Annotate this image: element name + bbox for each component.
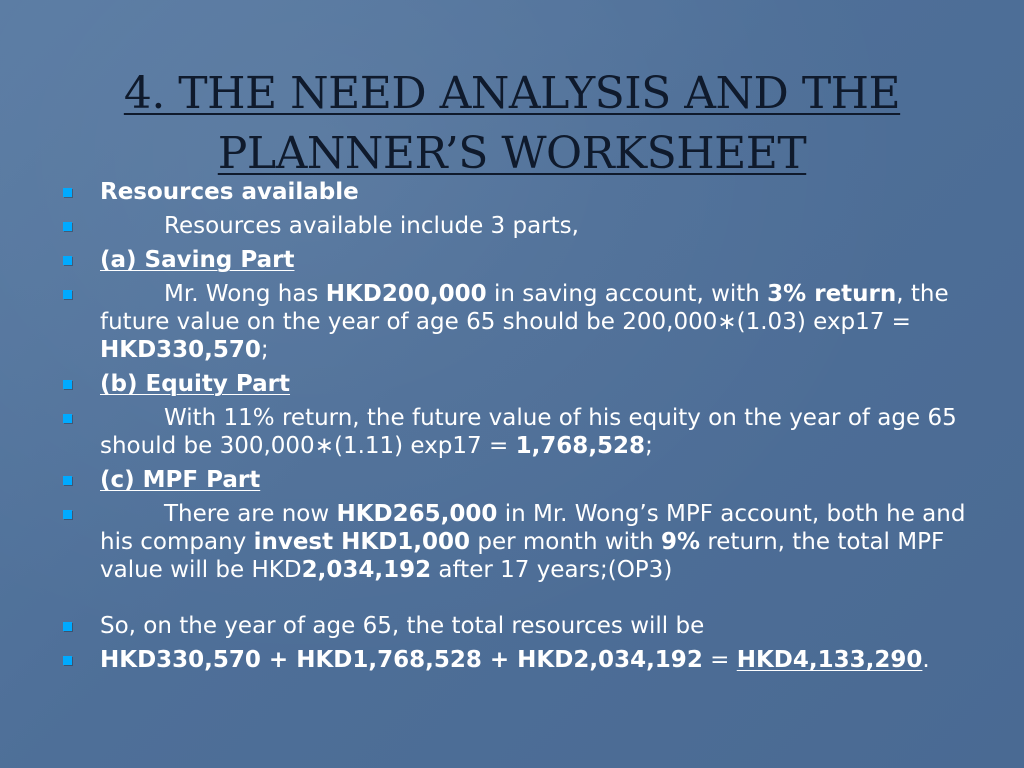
square-bullet-icon bbox=[63, 476, 72, 485]
text-run: = bbox=[702, 647, 737, 673]
square-bullet-icon bbox=[63, 188, 72, 197]
square-bullet-icon bbox=[63, 414, 72, 423]
bullet-text: (b) Equity Part bbox=[100, 371, 291, 397]
square-bullet-icon bbox=[63, 222, 72, 231]
square-bullet-icon bbox=[63, 656, 72, 665]
bullet-text: (a) Saving Part bbox=[100, 247, 295, 273]
bullet-saving-heading bbox=[60, 246, 980, 274]
square-bullet-icon bbox=[63, 510, 72, 519]
bullet-mpf-heading bbox=[60, 466, 980, 494]
text-run: There are now bbox=[164, 501, 337, 527]
text-run: ; bbox=[645, 433, 653, 459]
text-run: (1.11) exp17 = bbox=[333, 433, 516, 459]
mpf-future-value: 2,034,192 bbox=[301, 557, 432, 583]
square-bullet-icon bbox=[63, 290, 72, 299]
text-run: With 11% return, the future value of his equity on the year of age 65 should be 300,000 bbox=[100, 405, 957, 459]
equity-future-value: 1,768,528 bbox=[515, 433, 646, 459]
title-line-1: 4. THE NEED ANALYSIS AND THE bbox=[123, 68, 901, 119]
text-run: in Mr. Wong’s MPF account, both he and his company bbox=[100, 501, 966, 555]
square-bullet-icon bbox=[63, 256, 72, 265]
text-run: after 17 years;(OP3) bbox=[431, 557, 673, 583]
text-run: ; bbox=[260, 337, 269, 363]
square-bullet-icon bbox=[63, 380, 72, 389]
saving-future-value: HKD330,570 bbox=[100, 337, 261, 363]
slide-title bbox=[60, 64, 964, 184]
saving-amount: HKD200,000 bbox=[325, 281, 487, 307]
mpf-balance: HKD265,000 bbox=[336, 501, 498, 527]
bullet-text: (c) MPF Part bbox=[100, 467, 261, 493]
mpf-return: 9% bbox=[660, 529, 701, 555]
total-resources: HKD4,133,290 bbox=[736, 647, 923, 673]
bullet-list bbox=[60, 178, 980, 680]
bullet-text: So, on the year of age 65, the total resources will be bbox=[100, 613, 705, 639]
bullet-mpf-detail bbox=[60, 500, 980, 584]
saving-return: 3% return bbox=[767, 281, 897, 307]
bullet-text: Resources available include 3 parts, bbox=[164, 213, 579, 239]
bullet-text: Resources available bbox=[100, 179, 359, 205]
bullet-resources-heading bbox=[60, 178, 980, 206]
bullet-equity-detail bbox=[60, 404, 980, 460]
multiply-symbol: ∗ bbox=[314, 433, 334, 459]
bullet-equity-heading bbox=[60, 370, 980, 398]
text-run: in saving account, with bbox=[486, 281, 768, 307]
square-bullet-icon bbox=[63, 622, 72, 631]
bullet-resources-intro bbox=[60, 212, 980, 240]
text-run: , the future value on the year of age 65 should be 200,000 bbox=[100, 281, 949, 335]
bullet-total-sum bbox=[60, 646, 980, 674]
bullet-saving-detail bbox=[60, 280, 980, 364]
multiply-symbol: ∗ bbox=[717, 309, 737, 335]
sum-expression: HKD330,570 + HKD1,768,528 + HKD2,034,192 bbox=[100, 647, 703, 673]
text-run: Mr. Wong has bbox=[164, 281, 326, 307]
bullet-total-intro bbox=[60, 612, 980, 640]
text-run: (1.03) exp17 = bbox=[736, 309, 911, 335]
text-run: per month with bbox=[470, 529, 661, 555]
text-run: . bbox=[922, 647, 930, 673]
text-run: return, the total MPF value will be HKD bbox=[100, 529, 945, 583]
title-line-2: PLANNER’S WORKSHEET bbox=[217, 128, 807, 179]
mpf-contribution: invest HKD1,000 bbox=[253, 529, 471, 555]
